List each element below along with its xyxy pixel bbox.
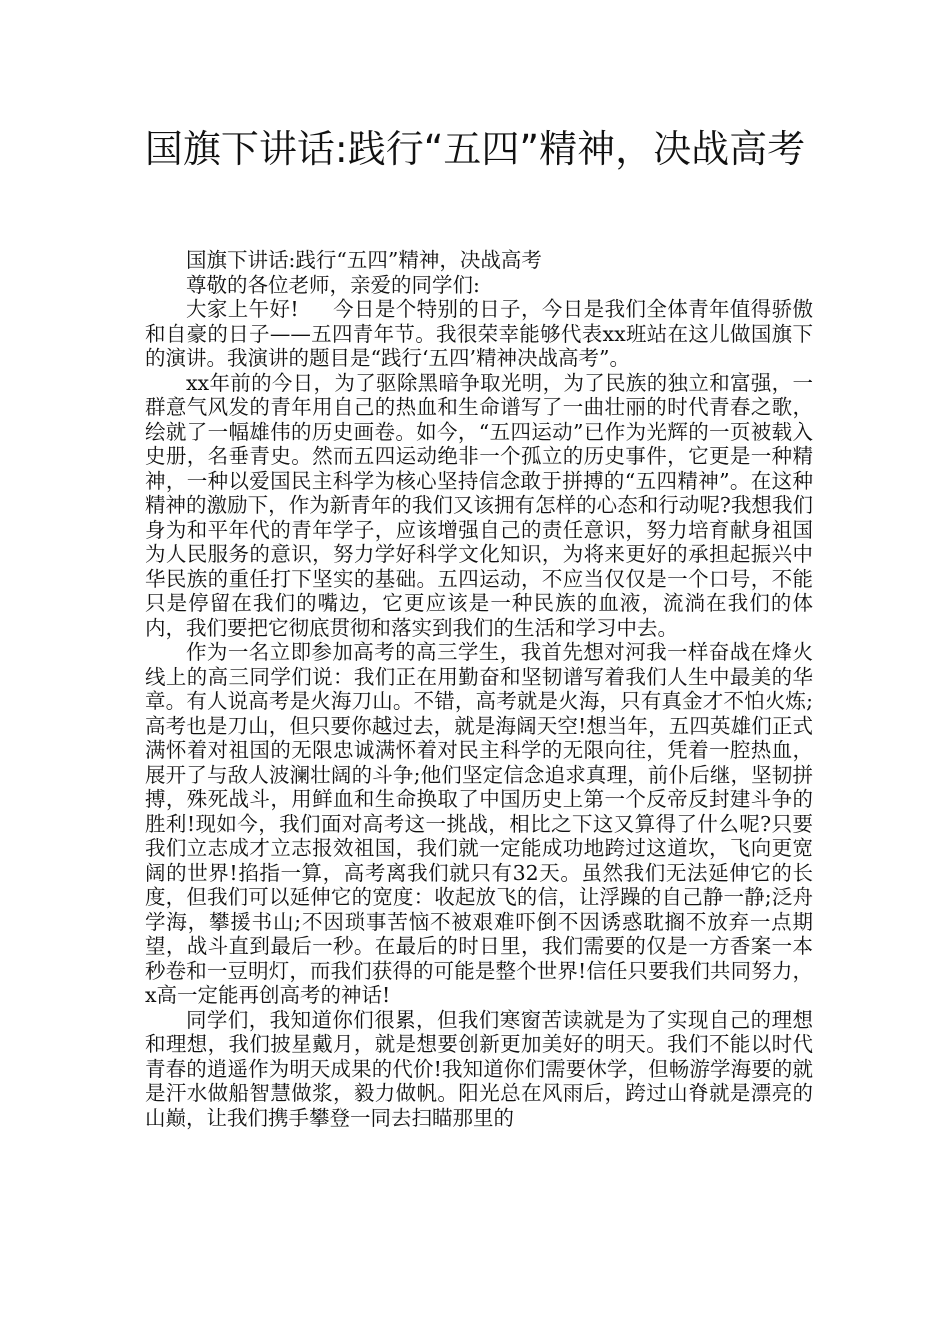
document-title: 国旗下讲话:践行“五四”精神，决战高考: [144, 127, 806, 171]
paragraph-history: xx年前的今日，为了驱除黑暗争取光明，为了民族的独立和富强，一群意气风发的青年用自己的热血和生命谱写了一曲壮丽的时代青春之歌，绘就了一幅雄伟的历史画卷。如今，“五四运动”已作为光辉的一页被载入史册，名垂青史。然而五四运动绝非一个孤立的历史事件，它更是一种精神，一种以爱国民主科学为核心坚持信念敢于拼搏的“五四精神”。在这种精神的激励下，作为新青年的我们又该拥有怎样的心态和行动呢?我想我们身为和平年代的青年学子，应该增强自己的责任意识，努力培育献身祖国为人民服务的意识，努力学好科学文化知识，为将来更好的承担起振兴中华民族的重任打下坚实的基础。五四运动，不应当仅仅是一个口号，不能只是停留在我们的嘴边，它更应该是一种民族的血液，流淌在我们的体内，我们要把它彻底贯彻和落实到我们的生活和学习中去。: [145, 370, 813, 640]
paragraph-salutation: 尊敬的各位老师，亲爱的同学们:: [186, 272, 480, 297]
paragraph-opening: 大家上午好! 今日是个特别的日子，今日是我们全体青年值得骄傲和自豪的日子——五四青年节。我很荣幸能够代表xx班站在这儿做国旗下的演讲。我演讲的题目是“践行‘五四’精神决战高考”。: [145, 297, 813, 370]
paragraph-title-repeat: 国旗下讲话:践行“五四”精神，决战高考: [186, 248, 542, 272]
paragraph-closing: 同学们，我知道你们很累，但我们寒窗苦读就是为了实现自己的理想和理想，我们披星戴月，就是想要创新更加美好的明天。我们不能以时代青春的逍遥作为明天成果的代价!我知道你们需要休学，但畅游学海要的就是汗水做船智慧做浆，毅力做帆。阳光总在风雨后，跨过山脊就是漂亮的山巅，让我们携手攀登一同去扫瞄那里的: [145, 1007, 813, 1130]
paragraph-gaokao: 作为一名立即参加高考的高三学生，我首先想对河我一样奋战在烽火线上的高三同学们说：我们正在用勤奋和坚韧谱写着我们人生中最美的华章。有人说高考是火海刀山。不错，高考就是火海，只有真金才不怕火炼;高考也是刀山，但只要你越过去，就是海阔天空!想当年，五四英雄们正式满怀着对祖国的无限忠诚满怀着对民主科学的无限向往，凭着一腔热血，展开了与敌人波澜壮阔的斗争;他们坚定信念追求真理，前仆后继，坚韧拼搏，殊死战斗，用鲜血和生命换取了中国历史上第一个反帝反封建斗争的胜利!现如今，我们面对高考这一挑战，相比之下这又算得了什么呢?只要我们立志成才立志报效祖国，我们就一定能成功地跨过这道坎，飞向更宽阔的世界!掐指一算，高考离我们就只有32天。虽然我们无法延伸它的长度，但我们可以延伸它的宽度：收起放飞的信，让浮躁的自己静一静;泛舟学海，攀援书山;不因琐事苦恼不被艰难吓倒不因诱惑耽搁不放弃一点期望，战斗直到最后一秒。在最后的时日里，我们需要的仅是一方香案一本秒卷和一豆明灯，而我们获得的可能是整个世界!信任只要我们共同努力，x高一定能再创高考的神话!: [145, 640, 813, 1007]
document-body: [145, 248, 813, 1130]
